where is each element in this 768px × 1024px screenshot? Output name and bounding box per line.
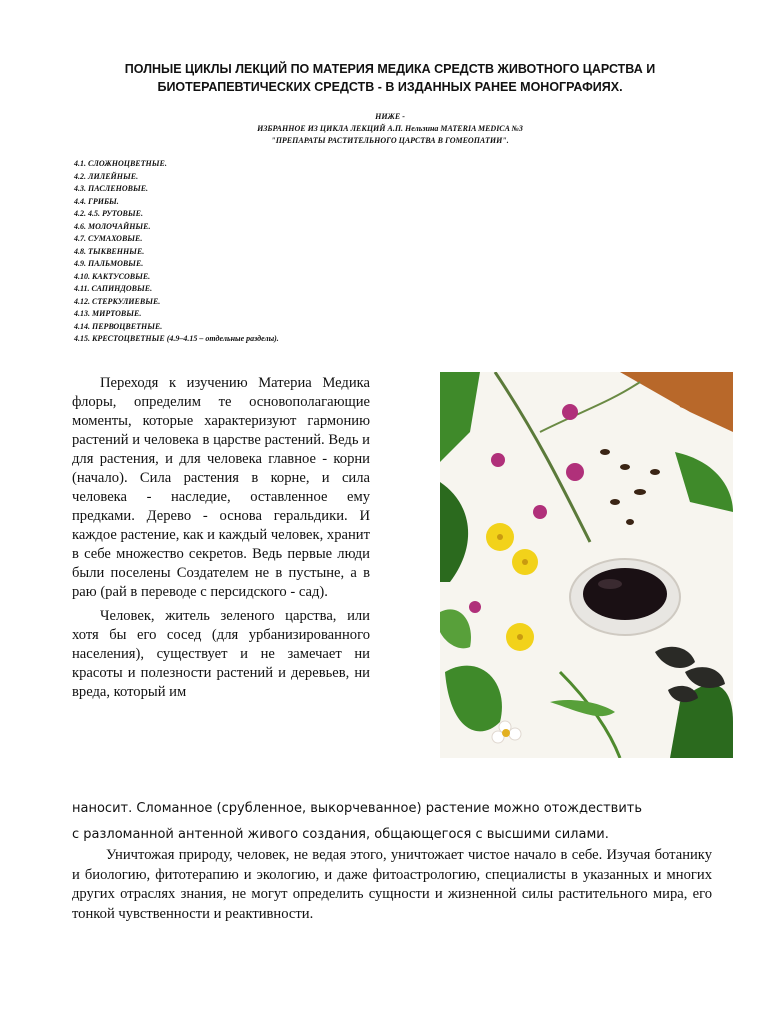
left-text-column: [72, 374, 370, 702]
toc-item: 4.15. КРЕСТОЦВЕТНЫЕ (4.9–4.15 – отдельные разделы).: [74, 334, 279, 343]
body-paragraph-1: Переходя к изучению Материа Медика флоры, определим те основополагающие моменты, которые характеризуют гармонию растений и человека в царстве растений. Ведь и для растения, и для человека главное - корни (начало). Сила растения в корне, и сила человека - наследие, оставленное ему предками. Дерево - основа геральдики. И каждое растение, как и каждый человек, хранит в себе множество секретов. Ведь первые люди были поселены Создателем не в пустыне, а в раю (рай в переводе с персидского - сад).: [72, 375, 370, 600]
toc-item: 4.9. ПАЛЬМОВЫЕ.: [74, 259, 144, 268]
body-paragraph-3: Уничтожая природу, человек, не ведая этого, уничтожает чистое начало в себе. Изучая ботанику и биологию, фитотерапию и экологию, и даже фитоастрологию, специалисты в указанных и многих других отраслях знания, не могут определить сущности и жизненной силы растительного мира, его тонкой чувственности и реактивности.: [72, 847, 712, 922]
toc-item: 4.2. 4.5. РУТОВЫЕ.: [74, 209, 143, 218]
subtitle-line-2: ИЗБРАННОЕ ИЗ ЦИКЛА ЛЕКЦИЙ А.П. Нельзина MATERIA MEDICA №3: [257, 124, 523, 133]
toc-item: 4.13. МИРТОВЫЕ.: [74, 309, 142, 318]
subtitle-line-1: НИЖЕ -: [375, 112, 405, 121]
toc-item: 4.1. СЛОЖНОЦВЕТНЫЕ.: [74, 159, 167, 168]
subtitle-block: [120, 111, 660, 147]
title-line-1: ПОЛНЫЕ ЦИКЛЫ ЛЕКЦИЙ ПО МАТЕРИЯ МЕДИКА СРЕДСТВ ЖИВОТНОГО ЦАРСТВА И: [124, 62, 656, 76]
table-of-contents: [74, 158, 279, 346]
toc-item: 4.12. СТЕРКУЛИЕВЫЕ.: [74, 296, 161, 306]
title-line-2: БИОТЕРАПЕВТИЧЕСКИХ СРЕДСТВ - В ИЗДАННЫХ РАНЕЕ МОНОГРАФИЯХ.: [157, 80, 623, 94]
herbs-illustration-svg: [440, 372, 733, 758]
herbs-illustration: [440, 372, 733, 758]
body-paragraph-2: Человек, житель зеленого царства, или хотя бы его сосед (для урбанизированного населения), существует и не замечает ни красоты и полезности растений и деревьев, ни вреда, который им: [72, 608, 370, 700]
body-continuation-line-1: наносит. Сломанное (срубленное, выкорчеванное) растение можно отождествить: [72, 801, 643, 816]
document-title: [80, 60, 700, 96]
toc-item: 4.10. КАКТУСОВЫЕ.: [74, 271, 151, 281]
subtitle-line-3: "ПРЕПАРАТЫ РАСТИТЕЛЬНОГО ЦАРСТВА В ГОМЕОПАТИИ".: [271, 136, 509, 145]
body-continuation-line-2: с разломанной антенной живого создания, общающегося с высшими силами.: [72, 827, 609, 842]
toc-item: 4.7. СУМАХОВЫЕ.: [74, 234, 143, 243]
toc-item: 4.8. ТЫКВЕННЫЕ.: [74, 246, 145, 256]
toc-item: 4.4. ГРИБЫ.: [74, 196, 119, 206]
toc-item: 4.2. ЛИЛЕЙНЫЕ.: [74, 171, 139, 181]
toc-item: 4.14. ПЕРВОЦВЕТНЫЕ.: [74, 321, 163, 331]
toc-item: 4.3. ПАСЛЕНОВЫЕ.: [74, 184, 149, 193]
toc-item: 4.11. САПИНДОВЫЕ.: [74, 284, 153, 293]
toc-item: 4.6. МОЛОЧАЙНЫЕ.: [74, 221, 151, 231]
